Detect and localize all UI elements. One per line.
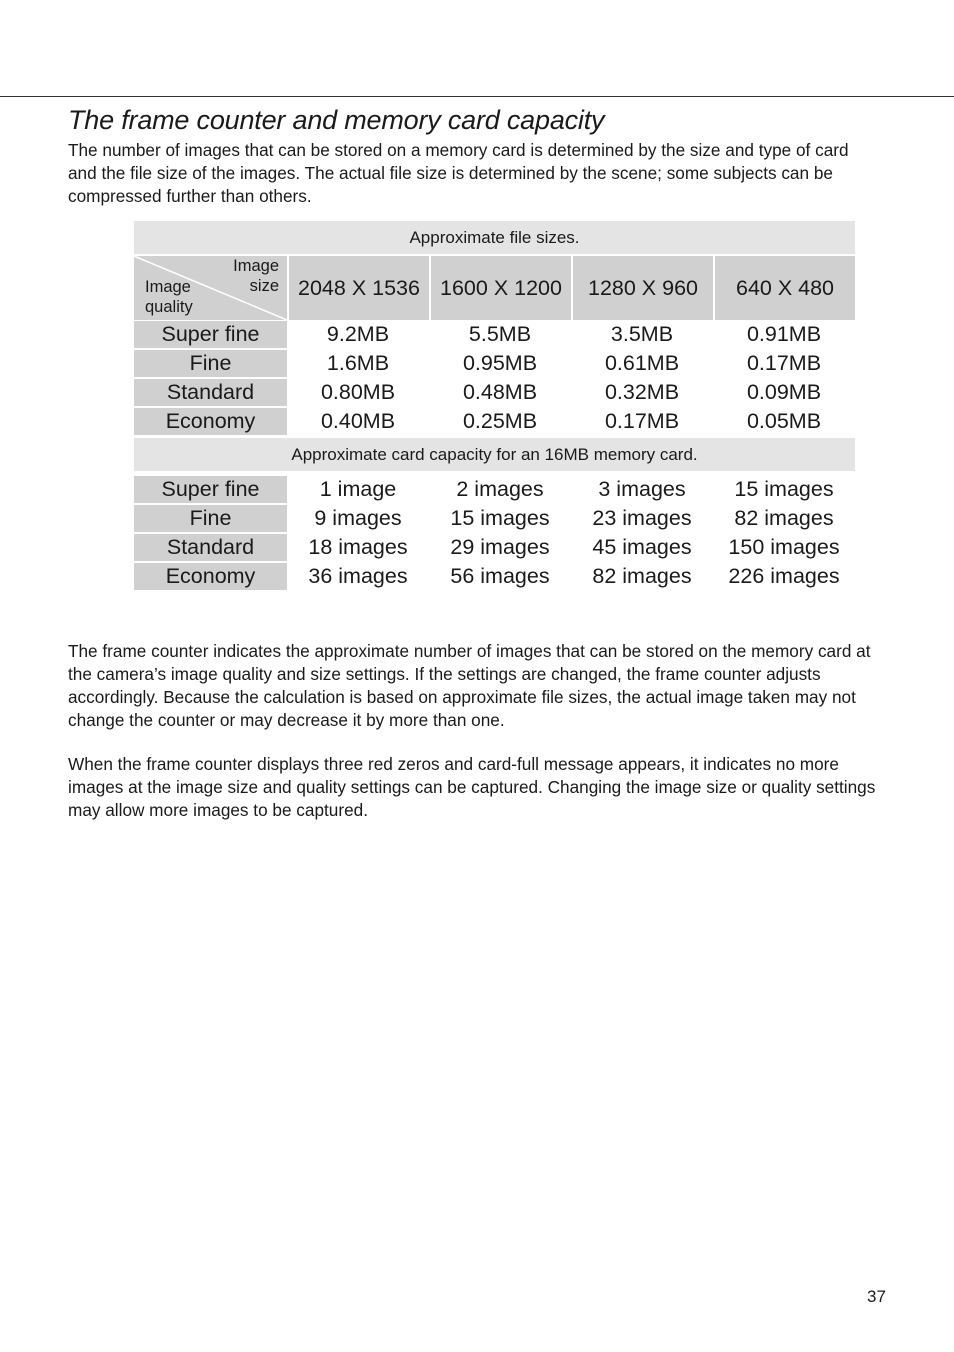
intro-paragraph: The number of images that can be stored on a memory card is determined by the size and type of card and the file size of the images. The actual file size is determined by the scene; some subjects can be compressed further than others. [68, 140, 849, 206]
table-cell: 9.2MB [326, 322, 390, 346]
table-row [134, 378, 855, 407]
file-size-rows [134, 320, 855, 436]
table-cell: 0.48MB [462, 380, 538, 404]
quality-label: Fine [134, 350, 287, 377]
table-cell: 0.05MB [746, 409, 822, 433]
quality-label: Fine [134, 505, 287, 532]
image-quality-label [145, 277, 193, 317]
table-header-row [134, 256, 855, 320]
table-cell: 82 images [592, 564, 692, 588]
table-cell: 56 images [450, 564, 550, 588]
table-cell: 0.40MB [320, 409, 396, 433]
column-header: 2048 X 1536 [289, 256, 429, 320]
image-quality-label-line2: quality [145, 298, 193, 316]
table-cell: 0.91MB [746, 322, 822, 346]
table-cell: 0.61MB [604, 351, 680, 375]
table-cell: 1 image [319, 477, 397, 501]
image-quality-label-line1: Image [145, 278, 191, 296]
table-row [134, 533, 855, 562]
table-cell: 0.17MB [746, 351, 822, 375]
card-full-paragraph: When the frame counter displays three red zeros and card-full message appears, it indicates no more images at the image size and quality settings can be captured. Changing the image size or quality settings may allow more images to be captured. [68, 754, 876, 820]
quality-label: Economy [134, 563, 287, 590]
table-row [134, 349, 855, 378]
capacity-caption: Approximate card capacity for an 16MB memory card. [134, 438, 855, 471]
page-number: 37 [867, 1287, 886, 1306]
table-cell: 18 images [308, 535, 408, 559]
quality-label: Economy [134, 408, 287, 435]
table-cell: 45 images [592, 535, 692, 559]
table-cell: 15 images [450, 506, 550, 530]
table-cell: 23 images [592, 506, 692, 530]
table-cell: 0.25MB [462, 409, 538, 433]
diagonal-header-cell [134, 256, 287, 320]
column-header: 1280 X 960 [573, 256, 713, 320]
table-cell: 2 images [456, 477, 544, 501]
quality-label: Standard [134, 534, 287, 561]
table-cell: 0.09MB [746, 380, 822, 404]
header-rule [0, 96, 954, 97]
file-size-table [134, 221, 855, 591]
table-cell: 226 images [728, 564, 840, 588]
table-cell: 0.80MB [320, 380, 396, 404]
file-size-caption: Approximate file sizes. [134, 221, 855, 254]
capacity-rows [134, 475, 855, 591]
image-size-label-line1: Image [233, 257, 279, 275]
table-row [134, 504, 855, 533]
table-row [134, 562, 855, 591]
quality-label: Super fine [134, 476, 287, 503]
page-title: The frame counter and memory card capacity [68, 105, 605, 135]
column-header: 1600 X 1200 [431, 256, 571, 320]
column-header: 640 X 480 [715, 256, 855, 320]
table-cell: 82 images [734, 506, 834, 530]
table-cell: 5.5MB [468, 322, 532, 346]
table-cell: 3.5MB [610, 322, 674, 346]
image-size-label-line2: size [249, 277, 279, 295]
table-row [134, 320, 855, 349]
image-size-label [233, 256, 279, 296]
quality-label: Super fine [134, 321, 287, 348]
table-cell: 0.32MB [604, 380, 680, 404]
table-cell: 0.95MB [462, 351, 538, 375]
table-cell: 36 images [308, 564, 408, 588]
table-cell: 15 images [734, 477, 834, 501]
table-cell: 150 images [728, 535, 840, 559]
table-cell: 0.17MB [604, 409, 680, 433]
table-cell: 9 images [314, 506, 402, 530]
table-row [134, 475, 855, 504]
table-cell: 3 images [598, 477, 686, 501]
table-row [134, 407, 855, 436]
frame-counter-paragraph: The frame counter indicates the approximate number of images that can be stored on the memory card at the camera’s image quality and size settings. If the settings are changed, the frame counter adjusts accordingly. Because the calculation is based on approximate file sizes, the actual image taken may not change the counter or may decrease it by more than one. [68, 641, 871, 730]
table-cell: 1.6MB [326, 351, 390, 375]
quality-label: Standard [134, 379, 287, 406]
table-cell: 29 images [450, 535, 550, 559]
